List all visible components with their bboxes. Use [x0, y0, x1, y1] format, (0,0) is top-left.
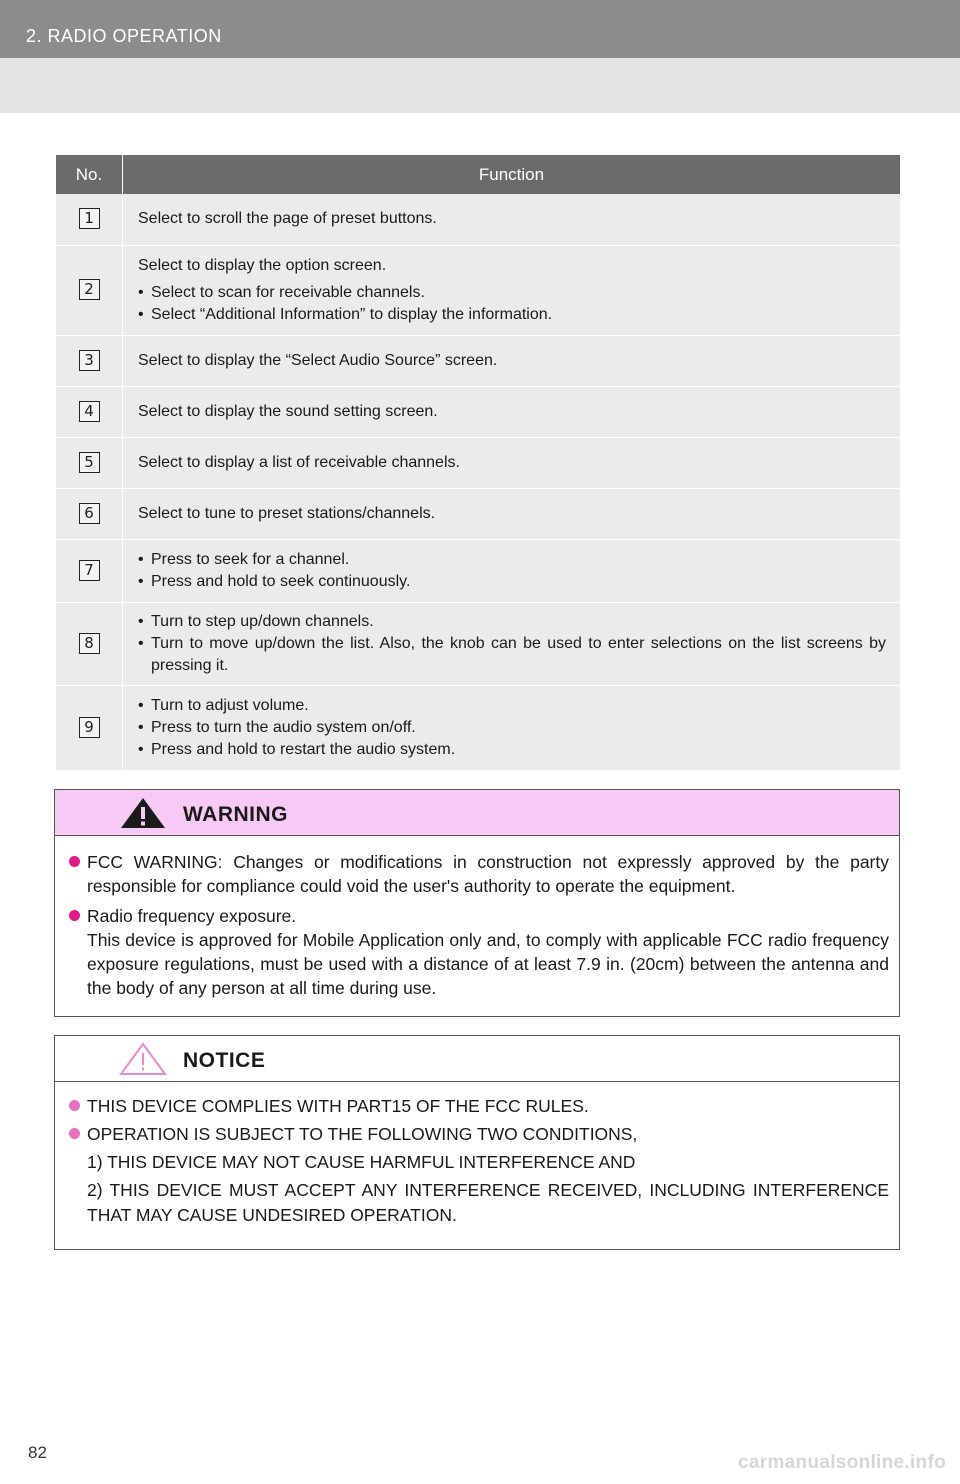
function-bullet: • Turn to move up/down the list. Also, the knob can be used to enter selections on the list screens by pressing it. [138, 633, 886, 677]
table-row [56, 488, 900, 539]
notice-item-text: THIS DEVICE COMPLIES WITH PART15 OF THE FCC RULES. [87, 1096, 589, 1116]
table-body [56, 194, 900, 770]
row-number-cell [56, 245, 123, 335]
column-header-no: No. [56, 155, 123, 194]
bullet-dot [69, 910, 80, 921]
table-row [56, 602, 900, 685]
row-number-cell [56, 539, 123, 602]
function-bullet-list [138, 695, 886, 761]
table-row [56, 685, 900, 770]
function-bullet-list [138, 282, 886, 326]
row-number-badge: 2 [79, 279, 100, 300]
notice-item [69, 1094, 889, 1119]
function-text: Select to tune to preset stations/channels. [138, 504, 436, 522]
function-text: Select to display a list of receivable channels. [138, 453, 460, 471]
row-number-badge: 9 [79, 717, 100, 738]
row-number-badge: 1 [79, 208, 100, 229]
function-bullet: • Press to seek for a channel. [138, 549, 886, 571]
warning-item-text: FCC WARNING: Changes or modifications in construction not expressly approved by the party responsible for compliance could void the user's authority to operate the equipment. [87, 852, 889, 896]
row-number-badge: 8 [79, 633, 100, 654]
function-bullet: • Turn to step up/down channels. [138, 611, 886, 633]
function-text: Select to display the option screen. [138, 256, 387, 274]
notice-body [55, 1082, 899, 1228]
warning-box [54, 789, 900, 1017]
table-row [56, 335, 900, 386]
function-bullet: • Turn to adjust volume. [138, 695, 886, 717]
row-number-badge: 3 [79, 350, 100, 371]
notice-item [69, 1122, 889, 1147]
function-text: Select to display the “Select Audio Source” screen. [138, 351, 498, 369]
function-cell [123, 685, 901, 770]
warning-item [69, 850, 889, 898]
table-row [56, 194, 900, 245]
row-number-cell [56, 685, 123, 770]
function-bullet: • Press and hold to seek continuously. [138, 571, 886, 593]
notice-item-text: OPERATION IS SUBJECT TO THE FOLLOWING TWO CONDITIONS, [87, 1124, 638, 1144]
row-number-badge: 5 [79, 452, 100, 473]
row-number-badge: 6 [79, 503, 100, 524]
row-number-badge: 7 [79, 560, 100, 581]
warning-title: WARNING [183, 803, 288, 826]
warning-item-text: Radio frequency exposure. This device is approved for Mobile Application only and, to comply with applicable FCC radio frequency exposure regulations, must be used with a distance of at least 7.9 in. (20cm) between the antenna and the body of any person at all time during use. [87, 906, 889, 998]
warning-triangle-icon [119, 796, 167, 830]
row-number-cell [56, 602, 123, 685]
row-number-cell [56, 488, 123, 539]
function-bullet-list [138, 549, 886, 593]
function-cell [123, 194, 901, 245]
function-bullet: • Select “Additional Information” to display the information. [138, 304, 886, 326]
row-number-cell [56, 386, 123, 437]
notice-condition: 2) THIS DEVICE MUST ACCEPT ANY INTERFERENCE RECEIVED, INCLUDING INTERFERENCE THAT MAY CAUSE UNDESIRED OPERATION. [87, 1180, 889, 1225]
table-row [56, 539, 900, 602]
row-number-cell [56, 194, 123, 245]
function-cell [123, 335, 901, 386]
page-number: 82 [28, 1443, 47, 1462]
row-number-badge: 4 [79, 401, 100, 422]
function-cell [123, 539, 901, 602]
function-text: Select to scroll the page of preset buttons. [138, 210, 437, 228]
notice-box [54, 1035, 900, 1250]
notice-title: NOTICE [183, 1049, 266, 1072]
notice-header [55, 1036, 899, 1082]
row-number-cell [56, 335, 123, 386]
watermark: carmanualsonline.info [738, 1452, 946, 1473]
function-cell [123, 245, 901, 335]
notice-condition: 1) THIS DEVICE MAY NOT CAUSE HARMFUL INTERFERENCE AND [87, 1152, 636, 1172]
table-row [56, 437, 900, 488]
row-number-cell [56, 437, 123, 488]
function-cell [123, 437, 901, 488]
bullet-dot [69, 856, 80, 867]
warning-header [55, 790, 899, 836]
function-bullet-list [138, 611, 886, 677]
header-band [0, 58, 960, 113]
function-cell [123, 488, 901, 539]
function-bullet: • Select to scan for receivable channels. [138, 282, 886, 304]
table-row [56, 386, 900, 437]
table-header-row [56, 155, 900, 194]
bullet-dot [69, 1100, 80, 1111]
function-bullet: • Press and hold to restart the audio system. [138, 739, 886, 761]
header-bar [0, 0, 960, 58]
warning-item [69, 904, 889, 1000]
function-table [56, 155, 900, 771]
section-title: 2. RADIO OPERATION [26, 26, 222, 46]
function-text: Select to display the sound setting screen. [138, 402, 438, 420]
warning-body [55, 836, 899, 1000]
function-cell [123, 386, 901, 437]
notice-triangle-icon [119, 1042, 167, 1076]
table-row [56, 245, 900, 335]
function-bullet: • Press to turn the audio system on/off. [138, 717, 886, 739]
bullet-dot [69, 1128, 80, 1139]
function-cell [123, 602, 901, 685]
column-header-function: Function [123, 155, 901, 194]
